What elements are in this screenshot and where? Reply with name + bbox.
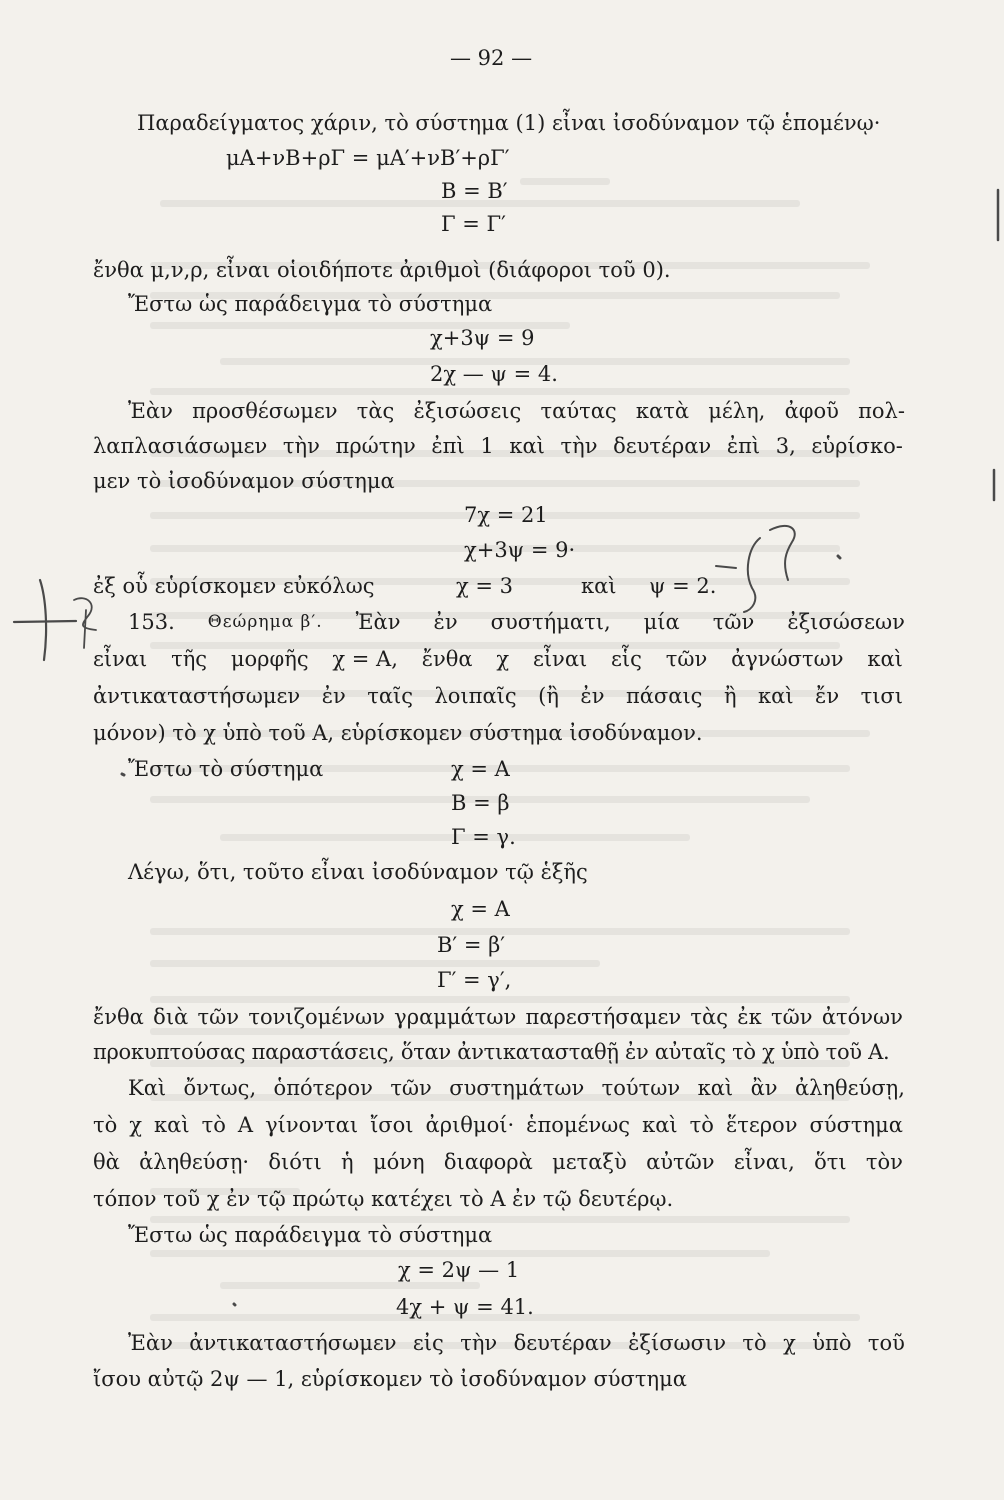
- equation-10: Γ = γ.: [451, 825, 516, 849]
- word: εἶναι,: [733, 1150, 795, 1174]
- word: ἴσοι: [370, 1113, 414, 1137]
- word: ἢ: [723, 684, 737, 708]
- word: ἐπὶ: [431, 434, 465, 458]
- word: τὴν: [282, 434, 320, 458]
- text-lead: ἐξ οὗ εὑρίσκομεν εὐκόλως: [93, 574, 375, 598]
- equation-15: 4χ + ψ = 41.: [396, 1295, 534, 1319]
- equation-11: χ = Α: [451, 897, 510, 921]
- word: ἐν: [580, 684, 605, 708]
- word: σύστημα: [809, 1113, 903, 1137]
- word: μόνη: [372, 1150, 425, 1174]
- text-line-16: τόπον τοῦ χ ἐν τῷ πρώτῳ κατέχει τὸ Α ἐν τῷ δευτέρῳ.: [93, 1187, 674, 1211]
- word: καὶ: [154, 1113, 190, 1137]
- word: εἷς: [611, 647, 642, 671]
- word: γραμμάτων: [394, 1005, 517, 1029]
- word: Καὶ: [128, 1076, 167, 1100]
- theorem-number: 153.: [128, 610, 175, 634]
- word: ἀληθεύσῃ·: [139, 1150, 250, 1174]
- word: συστημάτων: [449, 1076, 585, 1100]
- word: πάσαις: [625, 684, 703, 708]
- word: ἐκ: [737, 1005, 762, 1029]
- text-line-17: Ἔστω ὡς παράδειγμα τὸ σύστημα: [128, 1223, 493, 1247]
- word: ταῖς: [367, 684, 414, 708]
- text-line-10: Λέγω, ὅτι, τοῦτο εἶναι ἰσοδύναμον τῷ ἑξῆς: [128, 860, 588, 884]
- word: τὴν: [560, 434, 598, 458]
- word: Ἐὰν: [128, 399, 173, 423]
- equation-3: Γ = Γ′: [441, 212, 506, 236]
- word: ἐπὶ: [726, 434, 761, 458]
- word: εἶναι: [532, 647, 588, 671]
- word: ἡ: [341, 1150, 354, 1174]
- word: ἔνθα: [93, 1005, 144, 1029]
- text-line-4c: μεν τὸ ἰσοδύναμον σύστημα: [93, 469, 395, 493]
- text-line-8: μόνον) τὸ χ ὑπὸ τοῦ Α, εὑρίσκομεν σύστημα ἰσοδύναμον.: [93, 721, 703, 745]
- text-line-19: ἴσου αὐτῷ 2ψ — 1, εὑρίσκομεν τὸ ἰσοδύναμον σύστημα: [93, 1367, 687, 1391]
- margin-scribble-mark: [74, 598, 96, 648]
- word: μέλη,: [708, 399, 766, 423]
- word: ἂν: [750, 1076, 778, 1100]
- word: τὸ: [93, 1113, 118, 1137]
- word: μορφῆς: [230, 647, 309, 671]
- equation-6: 7χ = 21: [464, 503, 548, 527]
- word: ἀγνώστων: [731, 647, 844, 671]
- word: ἀριθμοί·: [425, 1113, 515, 1137]
- word: ἔν: [815, 684, 840, 708]
- solution-x: χ = 3: [456, 574, 514, 598]
- doodle-mark: [716, 526, 795, 612]
- word: μία: [643, 610, 680, 634]
- equation-13: Γ′ = γ′,: [437, 968, 512, 992]
- equation-1: μΑ+νΒ+ρΓ = μΑ′+νΒ′+ρΓ′: [226, 146, 510, 170]
- solution-y: ψ = 2.: [649, 574, 717, 598]
- word: πρώτην: [335, 434, 416, 458]
- word: ἀφοῦ: [784, 399, 839, 423]
- word: ἔνθα: [421, 647, 473, 671]
- word: 3,: [775, 434, 796, 458]
- word: τούτων: [601, 1076, 681, 1100]
- word: ἀντικαταστήσωμεν: [189, 1331, 397, 1355]
- equation-12: Β′ = β′: [437, 933, 506, 957]
- word: ταύτας: [540, 399, 617, 423]
- word: καὶ: [642, 1113, 678, 1137]
- page-number: — 92 —: [450, 46, 533, 70]
- word: θὰ: [93, 1150, 120, 1174]
- word: τὸν: [865, 1150, 903, 1174]
- word: συστήματι,: [490, 610, 611, 634]
- word: καὶ: [867, 647, 903, 671]
- word: τὸ: [201, 1113, 226, 1137]
- word: πολ-: [858, 399, 905, 423]
- word: τῶν: [665, 647, 708, 671]
- equation-8: χ = Α: [451, 757, 510, 781]
- word: τῶν: [712, 610, 755, 634]
- equation-2: Β = Β′: [441, 179, 508, 203]
- word: ἐν: [321, 684, 346, 708]
- scan-edge-mark: [994, 190, 998, 500]
- word: ἑπομένως: [526, 1113, 631, 1137]
- word: τοῦ: [867, 1331, 905, 1355]
- word: μεταξὺ: [552, 1150, 627, 1174]
- word: εἶναι: [93, 647, 148, 671]
- equation-14: χ = 2ψ — 1: [398, 1258, 520, 1282]
- word: χ: [496, 647, 510, 671]
- word: γίνονται: [265, 1113, 359, 1137]
- margin-dash-mark: [14, 621, 76, 622]
- word: ὄντως,: [183, 1076, 257, 1100]
- word: εὑρίσκο-: [811, 434, 903, 458]
- word: τῶν: [390, 1076, 432, 1100]
- word: λαπλασιάσωμεν: [93, 434, 268, 458]
- word: τισι: [860, 684, 903, 708]
- word: τὰς: [356, 399, 395, 423]
- word: Ἐὰν: [128, 1331, 173, 1355]
- word: τὰς: [690, 1005, 728, 1029]
- word: τὸ: [742, 1331, 767, 1355]
- word: λοιπαῖς: [434, 684, 517, 708]
- word: τὴν: [460, 1331, 498, 1355]
- word: διαφορὰ: [443, 1150, 533, 1174]
- text-line-12: προκυπτούσας παραστάσεις, ὅταν ἀντικατασταθῇ ἐν αὐταῖς τὸ χ ὑπὸ τοῦ Α.: [93, 1040, 890, 1064]
- word: καὶ: [509, 434, 545, 458]
- word: ἕτερον: [725, 1113, 798, 1137]
- text-line-1: Παραδείγματος χάριν, τὸ σύστημα (1) εἶναι ἰσοδύναμον τῷ ἑπομένῳ·: [137, 111, 881, 135]
- word: καὶ: [697, 1076, 734, 1100]
- word: 1: [480, 434, 494, 458]
- word: ὑπὸ: [812, 1331, 852, 1355]
- word: διὰ: [153, 1005, 189, 1029]
- text-line-9: Ἔστω τὸ σύστημα: [128, 757, 324, 781]
- word: Ἐὰν: [355, 610, 401, 634]
- word: καὶ: [758, 684, 794, 708]
- word: δευτέραν: [513, 1331, 612, 1355]
- equation-4: χ+3ψ = 9: [430, 326, 535, 350]
- word: ἀτόνων: [821, 1005, 903, 1029]
- word: τὸ: [689, 1113, 714, 1137]
- word-and: καὶ: [581, 574, 617, 598]
- word: τῆς: [171, 647, 208, 671]
- word: αὐτῶν: [646, 1150, 715, 1174]
- equation-5: 2χ — ψ = 4.: [430, 362, 558, 386]
- equation-9: Β = β: [451, 791, 510, 815]
- word: Α: [237, 1113, 254, 1137]
- word: διότι: [268, 1150, 322, 1174]
- word: (ἢ: [538, 684, 559, 708]
- word: ὁπότερον: [273, 1076, 373, 1100]
- word: χ: [129, 1113, 143, 1137]
- word: κατὰ: [635, 399, 689, 423]
- word: ἐξισώσεις: [413, 399, 522, 423]
- word: ὅτι: [814, 1150, 847, 1174]
- word: ἐξίσωσιν: [628, 1331, 726, 1355]
- word: τῶν: [771, 1005, 813, 1029]
- word: χ: [783, 1331, 796, 1355]
- word: εἰς: [412, 1331, 444, 1355]
- word: δευτέραν: [613, 434, 712, 458]
- word: παρεστήσαμεν: [525, 1005, 682, 1029]
- small-dot-mark: [122, 556, 840, 1305]
- word: ἐν: [433, 610, 458, 634]
- theorem-title: Θεώρημα β′.: [207, 612, 323, 632]
- word: ἀντικαταστήσωμεν: [93, 684, 301, 708]
- word: ἐξισώσεων: [787, 610, 905, 634]
- word: τονιζομένων: [248, 1005, 385, 1029]
- word: χ = Α,: [332, 647, 398, 671]
- equation-7: χ+3ψ = 9·: [464, 538, 576, 562]
- text-line-2: ἔνθα μ,ν,ρ, εἶναι οἱοιδήποτε ἀριθμοὶ (διάφοροι τοῦ 0).: [93, 258, 671, 282]
- word: ἀληθεύσῃ,: [794, 1076, 905, 1100]
- word: τῶν: [197, 1005, 240, 1029]
- text-line-3: Ἔστω ὡς παράδειγμα τὸ σύστημα: [128, 292, 493, 316]
- word: προσθέσωμεν: [192, 399, 338, 423]
- margin-bracket-mark: [40, 580, 46, 660]
